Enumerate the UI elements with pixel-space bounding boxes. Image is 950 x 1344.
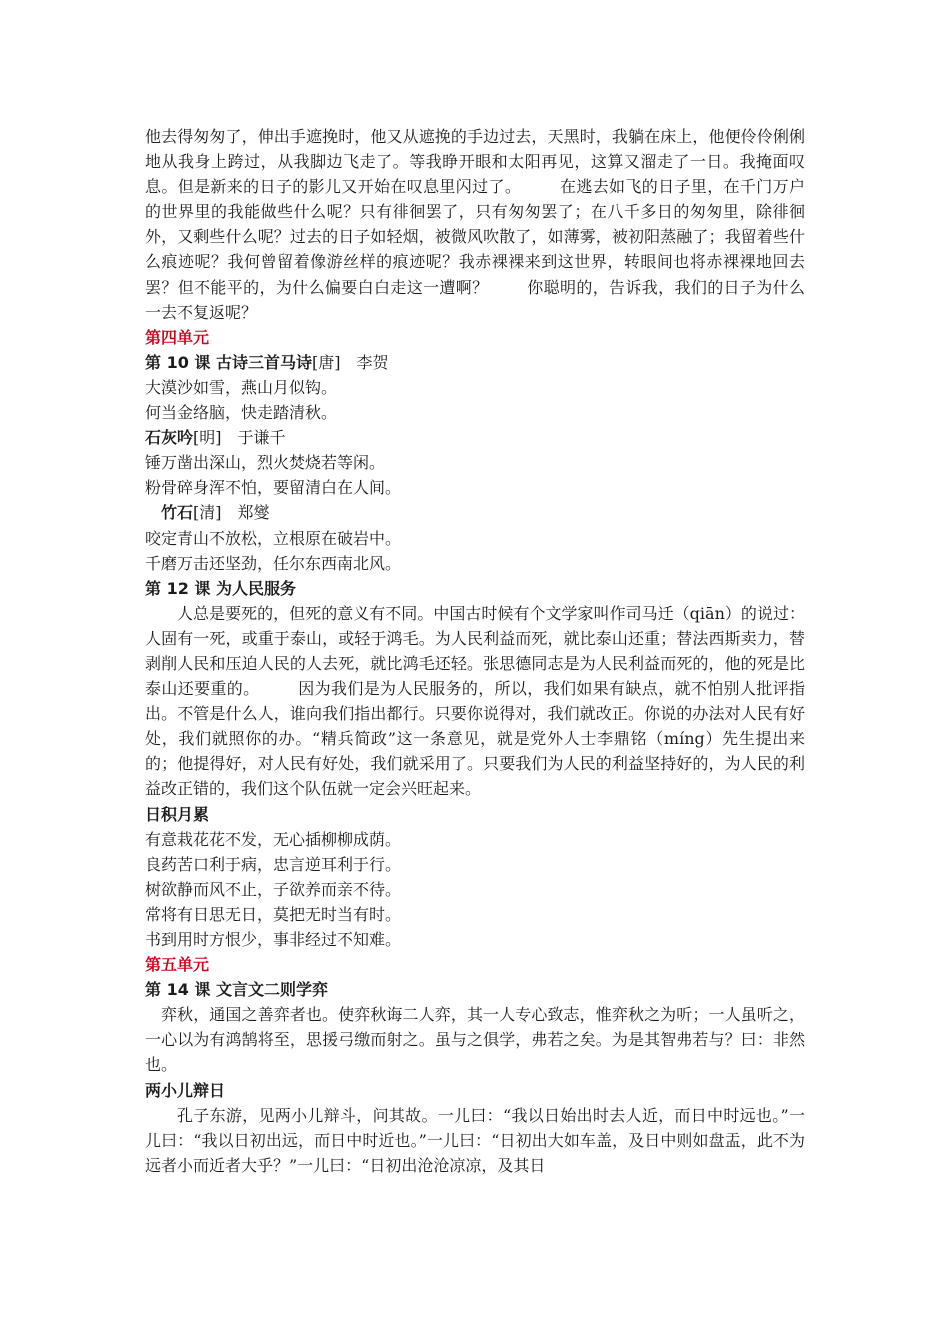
- poem-line: 千磨万击还坚劲，任尔东西南北风。: [145, 553, 402, 573]
- lesson14-text: 弈秋，通国之善弈者也。使弈秋诲二人弈，其一人专心致志，惟弈秋之为听；一人虽听之，一心以为有鸿鹄将至，思援弓缴而射之。虽与之俱学，弗若之矣。为是其智弗若与？曰：非然也。: [145, 1005, 805, 1075]
- proverb-line: 书到用时方恨少，事非经过不知难。: [145, 930, 402, 949]
- poem-line: 何当金络脑，快走踏清秋。: [145, 403, 338, 423]
- poem3-heading: 竹石[清] 郑燮: [161, 503, 270, 523]
- intro-text: 他去得匆匆了，伸出手遮挽时，他又从遮挽的手边过去，天黑时，我躺在床上，他便伶伶俐俐地从我身上跨过，从我脚边飞走了。等我睁开眼和太阳再见，这算又溜走了一日。我掩面叹息。但是新来的日子的影儿又开始在叹息里闪过了。 在逃去如飞的日子里，在千门万户的世界里的我能做些什么呢？只有徘徊罢了，只有匆匆罢了；在八千多日的匆匆里，除徘徊外，又剩些什么呢？过去的日子如轻烟，被微风吹散了，如薄雾，被初阳蒸融了；我留着些什么痕迹呢？我何曾留着像游丝样的痕迹呢？我赤裸裸来到这世界，转眼间也将赤裸裸地回去罢？但不能平的，为什么偏要白白走这一遭啊？ 你聪明的，告诉我，我们的日子为什么一去不复返呢？: [145, 127, 805, 322]
- riji-heading: 日积月累: [145, 804, 210, 824]
- proverb-line: 良药苦口利于病，忠言逆耳利于行。: [145, 854, 402, 874]
- poem2-heading: 石灰吟[明] 于谦千: [145, 428, 286, 448]
- unit4-heading: 第四单元: [145, 327, 210, 347]
- lesson12-text: 人总是要死的，但死的意义有不同。中国古时候有个文学家叫作司马迁（qiān）的说过：人固有一死，或重于泰山，或轻于鸿毛。为人民利益而死，就比泰山还重；替法西斯卖力，替剥削人民和压迫人民的人去死，就比鸿毛还轻。张思德同志是为人民利益而死的，他的死是比泰山还要重的。 因为我们是为人民服务的，所以，我们如果有缺点，就不怕别人批评指出。不管是什么人，谁向我们指出都行。只要你说得对，我们就改正。你说的办法对人民有好处，我们就照你的办。“精兵简政”这一条意见，就是党外人士李鼎铭（míng）先生提出来的；他提得好，对人民有好处，我们就采用了。只要我们为人民的利益坚持好的，为人民的利益改正错的，我们这个队伍就一定会兴旺起来。: [145, 603, 805, 799]
- poem-line: 咬定青山不放松，立根原在破岩中。: [145, 528, 402, 548]
- proverb-line: 常将有日思无日，莫把无时当有时。: [145, 904, 402, 924]
- story2-text: 孔子东游，见两小儿辩斗，问其故。一儿曰：“我以日始出时去人近，而日中时远也。”一儿曰：“我以日初出远，而日中时近也。”一儿曰：“日初出大如车盖，及日中则如盘盂，此不为远者小而近者大乎？”一儿曰：“日初出沧沧凉凉，及其日: [145, 1105, 805, 1175]
- poem-line: 锤万凿出深山，烈火焚烧若等闲。: [145, 453, 386, 473]
- unit5-heading: 第五单元: [145, 955, 210, 975]
- proverb-line: 有意栽花花不发，无心插柳柳成荫。: [145, 829, 402, 849]
- poem-line: 粉骨碎身浑不怕，要留清白在人间。: [145, 478, 402, 498]
- proverb-line: 树欲静而风不止，子欲养而亲不待。: [145, 879, 402, 899]
- lesson12-heading: 第 12 课 为人民服务: [145, 578, 296, 598]
- story2-heading: 两小儿辩日: [145, 1080, 226, 1100]
- lesson10-heading: 第 10 课 古诗三首马诗[唐] 李贺: [145, 352, 389, 372]
- poem-line: 大漠沙如雪，燕山月似钩。: [145, 377, 338, 397]
- document-page: [145, 124, 805, 1178]
- lesson14-heading: 第 14 课 文言文二则学弈: [145, 980, 328, 1000]
